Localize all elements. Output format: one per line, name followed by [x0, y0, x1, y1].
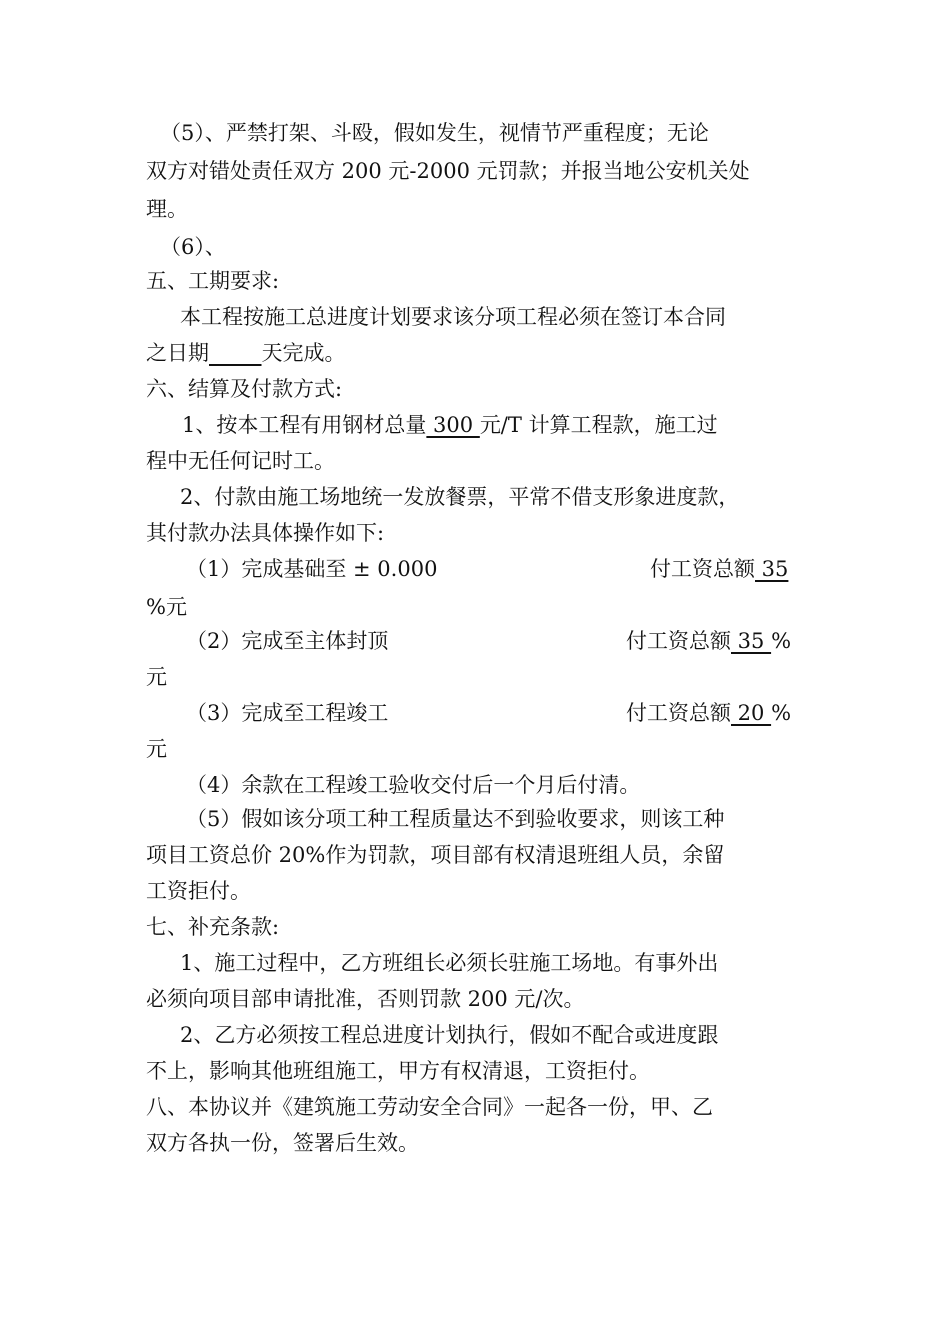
- fill-blank: 35: [731, 629, 772, 653]
- payment-item: （2）完成至主体封顶: [186, 629, 389, 653]
- text-line: 本工程按施工总进度计划要求该分项工程必须在签订本合同: [180, 305, 726, 329]
- text-line: 程中无任何记时工。: [146, 449, 335, 473]
- text-line: 1、施工过程中，乙方班组长必须长驻施工场地。有事外出: [180, 951, 719, 975]
- text-line: [146, 338, 346, 368]
- payment-item: （1）完成基础至 ± 0.000: [186, 557, 438, 581]
- text-line: 项目工资总价 20%作为罚款，项目部有权清退班组人员，余留: [146, 843, 725, 867]
- text-line: （6）、: [160, 235, 226, 259]
- text-line: 必须向项目部申请批准，否则罚款 200 元/次。: [146, 987, 585, 1011]
- fill-blank: _____: [209, 341, 262, 365]
- text-line: 元: [146, 665, 167, 689]
- text-line: 其付款办法具体操作如下:: [146, 521, 385, 545]
- text-segment: 付工资总额: [650, 557, 755, 581]
- fill-blank: 35: [755, 557, 789, 581]
- fill-blank: 20: [731, 701, 772, 725]
- section-heading: 七、补充条款:: [146, 915, 280, 939]
- text-line: %元: [146, 595, 187, 619]
- fill-blank: 300: [426, 413, 480, 437]
- payment-item: （3）完成至工程竣工: [186, 701, 389, 725]
- text-line: 元: [146, 737, 167, 761]
- text-line: （4）余款在工程竣工验收交付后一个月后付清。: [186, 773, 641, 797]
- text-line: 工资拒付。: [146, 879, 251, 903]
- text-line: 不上，影响其他班组施工，甲方有权清退，工资拒付。: [146, 1059, 650, 1083]
- text-segment: %: [771, 701, 792, 725]
- text-line: 2、乙方必须按工程总进度计划执行，假如不配合或进度跟: [180, 1023, 719, 1047]
- section-heading: 八、本协议并《建筑施工劳动安全合同》一起各一份，甲、乙: [146, 1095, 713, 1119]
- text-line: （5）、严禁打架、斗殴，假如发生，视情节严重程度；无论: [160, 121, 709, 145]
- text-segment: 之日期: [146, 341, 209, 365]
- text-line: 双方对错处责任双方 200 元-2000 元罚款；并报当地公安机关处: [146, 159, 750, 183]
- text-segment: %: [771, 629, 792, 653]
- payment-amount: [626, 626, 791, 656]
- text-line: [182, 410, 718, 440]
- text-line: （5）假如该分项工种工程质量达不到验收要求，则该工种: [186, 807, 725, 831]
- text-segment: 天完成。: [261, 341, 346, 365]
- text-line: 理。: [146, 197, 188, 221]
- payment-amount: [650, 554, 788, 584]
- section-heading: 六、结算及付款方式:: [146, 377, 343, 401]
- text-segment: 元/T 计算工程款，施工过: [479, 413, 718, 437]
- text-segment: 付工资总额: [626, 701, 731, 725]
- text-segment: 1、按本工程有用钢材总量: [182, 413, 427, 437]
- text-line: 双方各执一份，签署后生效。: [146, 1131, 419, 1155]
- payment-amount: [626, 698, 791, 728]
- section-heading: 五、工期要求:: [146, 269, 280, 293]
- text-segment: 付工资总额: [626, 629, 731, 653]
- text-line: 2、付款由施工场地统一发放餐票，平常不借支形象进度款，: [180, 485, 740, 509]
